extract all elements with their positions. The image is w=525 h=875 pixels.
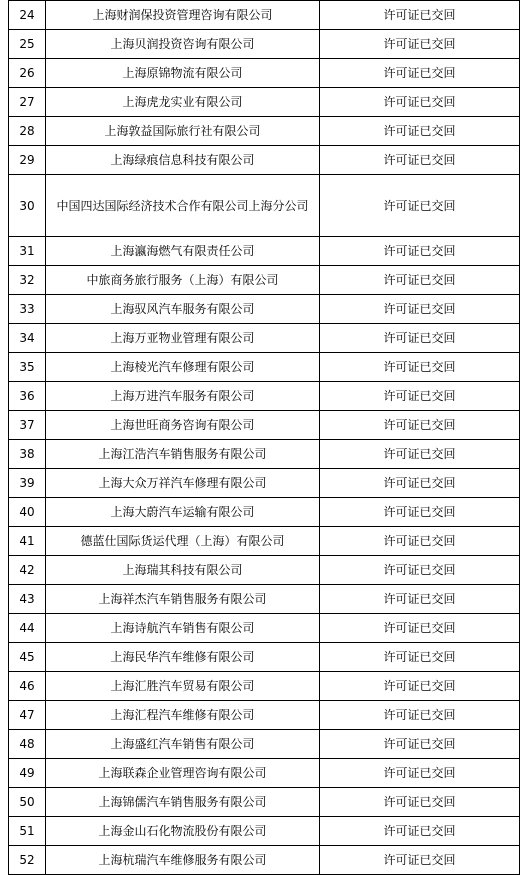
license-status-cell: 许可证已交回 <box>320 614 520 643</box>
company-name-cell: 上海敦益国际旅行社有限公司 <box>46 117 320 146</box>
company-name-cell: 上海联森企业管理咨询有限公司 <box>46 759 320 788</box>
table-row <box>9 324 520 353</box>
license-status-cell: 许可证已交回 <box>320 266 520 295</box>
company-name-cell: 上海原锦物流有限公司 <box>46 59 320 88</box>
table-row <box>9 701 520 730</box>
table-row <box>9 788 520 817</box>
license-status-cell: 许可证已交回 <box>320 701 520 730</box>
row-number-cell: 39 <box>9 469 46 498</box>
table-row <box>9 146 520 175</box>
table-row <box>9 1 520 30</box>
license-status-cell: 许可证已交回 <box>320 59 520 88</box>
row-number-cell: 32 <box>9 266 46 295</box>
row-number-cell: 33 <box>9 295 46 324</box>
table-row <box>9 382 520 411</box>
license-status-cell: 许可证已交回 <box>320 585 520 614</box>
license-status-cell: 许可证已交回 <box>320 175 520 237</box>
row-number-cell: 25 <box>9 30 46 59</box>
license-status-cell: 许可证已交回 <box>320 324 520 353</box>
company-name-cell: 上海汇胜汽车贸易有限公司 <box>46 672 320 701</box>
license-status-cell: 许可证已交回 <box>320 730 520 759</box>
license-status-cell: 许可证已交回 <box>320 817 520 846</box>
company-name-cell: 上海杭瑞汽车维修服务有限公司 <box>46 846 320 875</box>
table-row <box>9 556 520 585</box>
table-row <box>9 266 520 295</box>
row-number-cell: 43 <box>9 585 46 614</box>
license-status-cell: 许可证已交回 <box>320 411 520 440</box>
row-number-cell: 47 <box>9 701 46 730</box>
license-status-cell: 许可证已交回 <box>320 88 520 117</box>
license-status-cell: 许可证已交回 <box>320 846 520 875</box>
table-row <box>9 498 520 527</box>
license-status-cell: 许可证已交回 <box>320 237 520 266</box>
license-status-cell: 许可证已交回 <box>320 469 520 498</box>
company-name-cell: 上海民华汽车维修有限公司 <box>46 643 320 672</box>
company-name-cell: 上海汇程汽车维修有限公司 <box>46 701 320 730</box>
license-status-cell: 许可证已交回 <box>320 643 520 672</box>
company-name-cell: 德蓝仕国际货运代理（上海）有限公司 <box>46 527 320 556</box>
table-row <box>9 469 520 498</box>
row-number-cell: 38 <box>9 440 46 469</box>
company-name-cell: 上海万进汽车服务有限公司 <box>46 382 320 411</box>
row-number-cell: 51 <box>9 817 46 846</box>
company-name-cell: 上海世旺商务咨询有限公司 <box>46 411 320 440</box>
company-name-cell: 上海江浩汽车销售服务有限公司 <box>46 440 320 469</box>
row-number-cell: 50 <box>9 788 46 817</box>
license-status-cell: 许可证已交回 <box>320 295 520 324</box>
table-row <box>9 237 520 266</box>
license-status-cell: 许可证已交回 <box>320 759 520 788</box>
table-row <box>9 585 520 614</box>
row-number-cell: 42 <box>9 556 46 585</box>
row-number-cell: 24 <box>9 1 46 30</box>
company-name-cell: 中旅商务旅行服务（上海）有限公司 <box>46 266 320 295</box>
license-status-cell: 许可证已交回 <box>320 527 520 556</box>
table-row <box>9 353 520 382</box>
license-status-cell: 许可证已交回 <box>320 382 520 411</box>
company-name-cell: 上海瑞其科技有限公司 <box>46 556 320 585</box>
row-number-cell: 40 <box>9 498 46 527</box>
row-number-cell: 29 <box>9 146 46 175</box>
company-license-table <box>8 0 520 875</box>
row-number-cell: 48 <box>9 730 46 759</box>
row-number-cell: 27 <box>9 88 46 117</box>
table-row <box>9 295 520 324</box>
table-row <box>9 59 520 88</box>
company-name-cell: 上海锦儒汽车销售服务有限公司 <box>46 788 320 817</box>
company-name-cell: 上海贝润投资咨询有限公司 <box>46 30 320 59</box>
company-name-cell: 上海驭风汽车服务有限公司 <box>46 295 320 324</box>
table-row <box>9 411 520 440</box>
company-name-cell: 上海瀛海燃气有限责任公司 <box>46 237 320 266</box>
table-row <box>9 759 520 788</box>
license-status-cell: 许可证已交回 <box>320 440 520 469</box>
table-body <box>9 1 520 875</box>
row-number-cell: 41 <box>9 527 46 556</box>
row-number-cell: 34 <box>9 324 46 353</box>
row-number-cell: 37 <box>9 411 46 440</box>
table-row <box>9 672 520 701</box>
row-number-cell: 45 <box>9 643 46 672</box>
table-row <box>9 117 520 146</box>
table-row <box>9 175 520 237</box>
company-name-cell: 上海虎龙实业有限公司 <box>46 88 320 117</box>
company-name-cell: 上海棱光汽车修理有限公司 <box>46 353 320 382</box>
license-status-cell: 许可证已交回 <box>320 146 520 175</box>
company-name-cell: 上海大众万祥汽车修理有限公司 <box>46 469 320 498</box>
company-name-cell: 上海绿痕信息科技有限公司 <box>46 146 320 175</box>
row-number-cell: 44 <box>9 614 46 643</box>
row-number-cell: 30 <box>9 175 46 237</box>
license-status-cell: 许可证已交回 <box>320 30 520 59</box>
row-number-cell: 28 <box>9 117 46 146</box>
table-row <box>9 643 520 672</box>
table-row <box>9 730 520 759</box>
license-status-cell: 许可证已交回 <box>320 353 520 382</box>
table-row <box>9 30 520 59</box>
row-number-cell: 52 <box>9 846 46 875</box>
company-name-cell: 上海金山石化物流股份有限公司 <box>46 817 320 846</box>
license-status-cell: 许可证已交回 <box>320 1 520 30</box>
table-row <box>9 440 520 469</box>
row-number-cell: 36 <box>9 382 46 411</box>
company-name-cell: 上海盛红汽车销售有限公司 <box>46 730 320 759</box>
table-row <box>9 817 520 846</box>
company-name-cell: 上海大蔚汽车运输有限公司 <box>46 498 320 527</box>
row-number-cell: 31 <box>9 237 46 266</box>
license-status-cell: 许可证已交回 <box>320 498 520 527</box>
table-row <box>9 88 520 117</box>
row-number-cell: 46 <box>9 672 46 701</box>
company-name-cell: 中国四达国际经济技术合作有限公司上海分公司 <box>46 175 320 237</box>
license-status-cell: 许可证已交回 <box>320 672 520 701</box>
license-status-cell: 许可证已交回 <box>320 556 520 585</box>
row-number-cell: 26 <box>9 59 46 88</box>
table-row <box>9 527 520 556</box>
row-number-cell: 35 <box>9 353 46 382</box>
row-number-cell: 49 <box>9 759 46 788</box>
company-name-cell: 上海诗航汽车销售有限公司 <box>46 614 320 643</box>
license-status-cell: 许可证已交回 <box>320 788 520 817</box>
company-name-cell: 上海万亚物业管理有限公司 <box>46 324 320 353</box>
license-status-cell: 许可证已交回 <box>320 117 520 146</box>
table-row <box>9 614 520 643</box>
company-name-cell: 上海财润保投资管理咨询有限公司 <box>46 1 320 30</box>
company-name-cell: 上海祥杰汽车销售服务有限公司 <box>46 585 320 614</box>
table-row <box>9 846 520 875</box>
